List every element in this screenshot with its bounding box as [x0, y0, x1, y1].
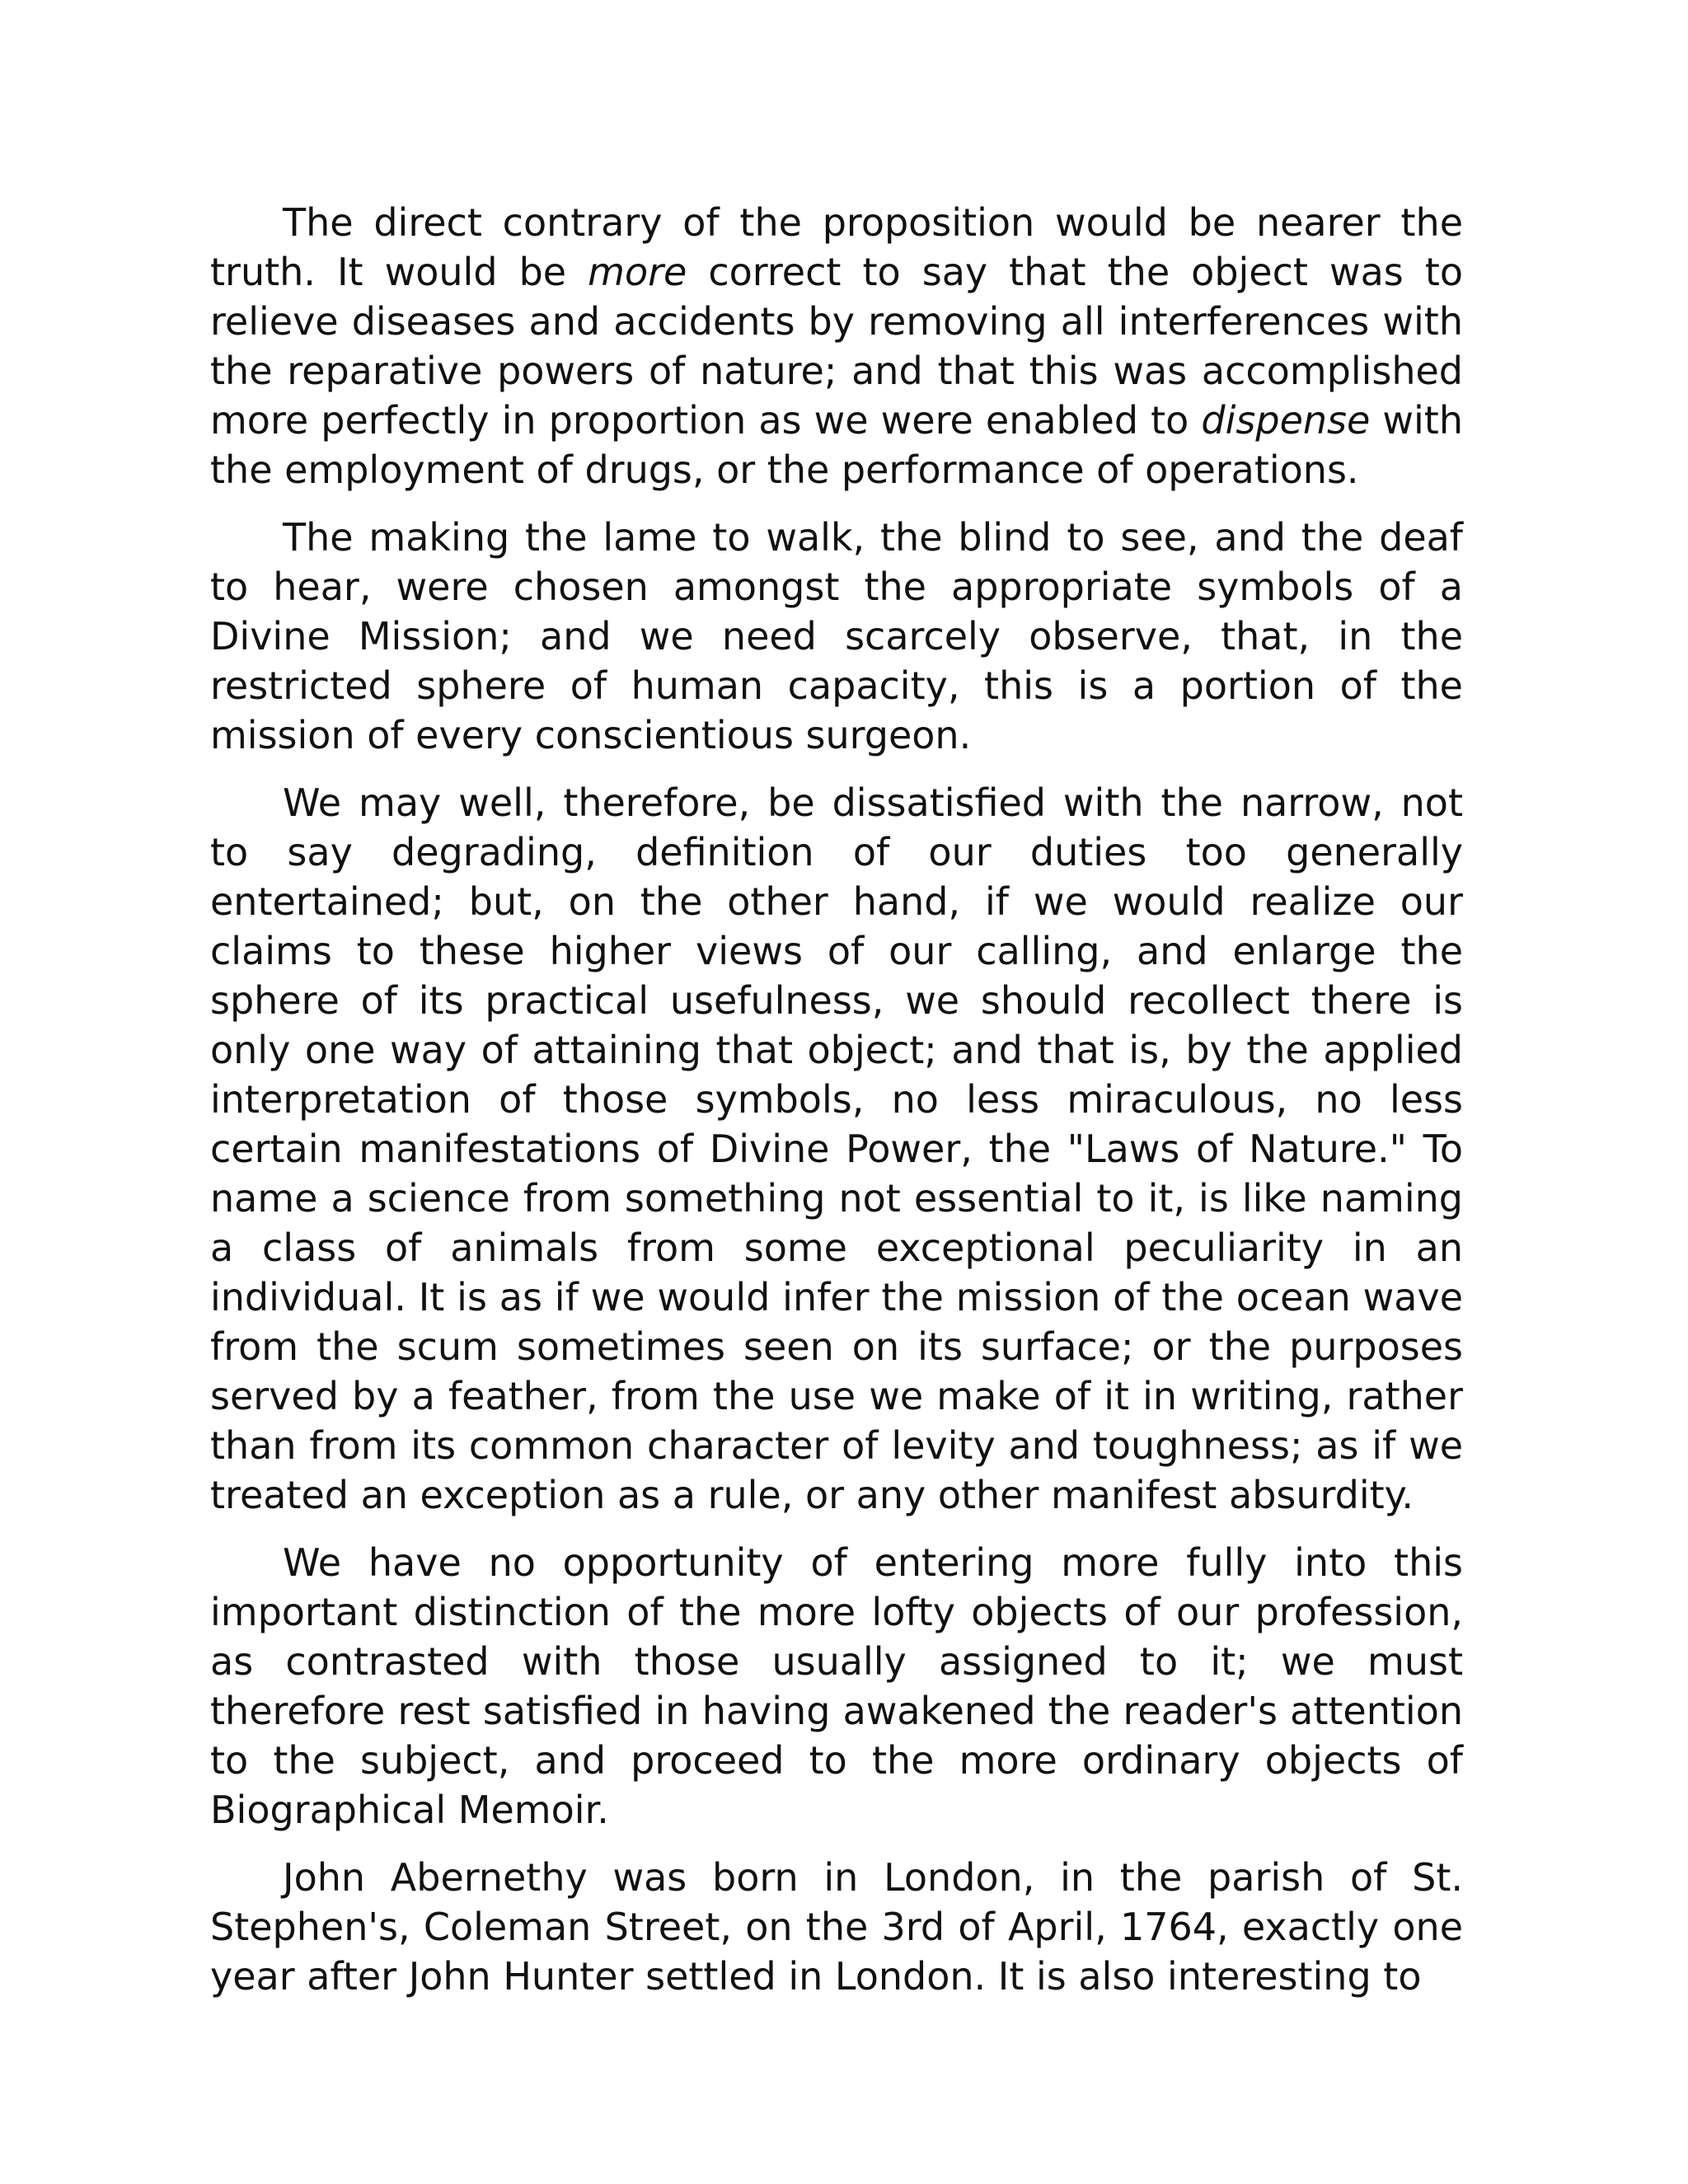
emphasis-dispense: dispense [1201, 398, 1371, 443]
paragraph-2: The making the lame to walk, the blind to see, and the deaf to hear, were chosen amongst the appropriate symbols of a Divine Mission; and we need scarcely observe, that, in the restricted sphere of human capacity, this is a portion of the mission of every conscientious surgeon. [210, 515, 1463, 757]
paragraph-4: We have no opportunity of entering more fully into this important distinction of the more lofty objects of our profession, as contrasted with those usually assigned to it; we must therefore rest satisfied in having awakened the reader's attention to the subject, and proceed to the more ordinary objects of Biographical Memoir. [210, 1540, 1463, 1832]
document-page [210, 198, 1463, 2001]
paragraph-1-text-c: with the employment of drugs, or the performance of operations. [210, 398, 1463, 492]
paragraph-3: We may well, therefore, be dissatisfied with the narrow, not to say degrading, definition of our duties too generally entertained; but, on the other hand, if we would realize our claims to these higher views of our calling, and enlarge the sphere of its practical usefulness, we should recollect there is only one way of attaining that object; and that is, by the applied interpretation of those symbols, no less miraculous, no less certain manifestations of Divine Power, the "Laws of Nature." To name a science from something not essential to it, is like naming a class of animals from some exceptional peculiarity in an individual. It is as if we would infer the mission of the ocean wave from the scum sometimes seen on its surface; or the purposes served by a feather, from the use we make of it in writing, rather than from its common character of levity and toughness; as if we treated an exception as a rule, or any other manifest absurdity. [210, 780, 1463, 1517]
emphasis-more: more [588, 250, 687, 294]
paragraph-1-text-a: The direct contrary of the proposition would be nearer the truth. It would be [210, 200, 1463, 294]
paragraph-5: John Abernethy was born in London, in the parish of St. Stephen's, Coleman Street, on the 3rd of April, 1764, exactly one year after John Hunter settled in London. It is also interesting to [210, 1855, 1463, 1999]
paragraph-1 [210, 198, 1463, 494]
paragraph-1-text-b: correct to say that the object was to relieve diseases and accidents by removing all interferences with the reparative powers of nature; and that this was accomplished more perfectly in proportion as we were enabled to [210, 250, 1463, 443]
